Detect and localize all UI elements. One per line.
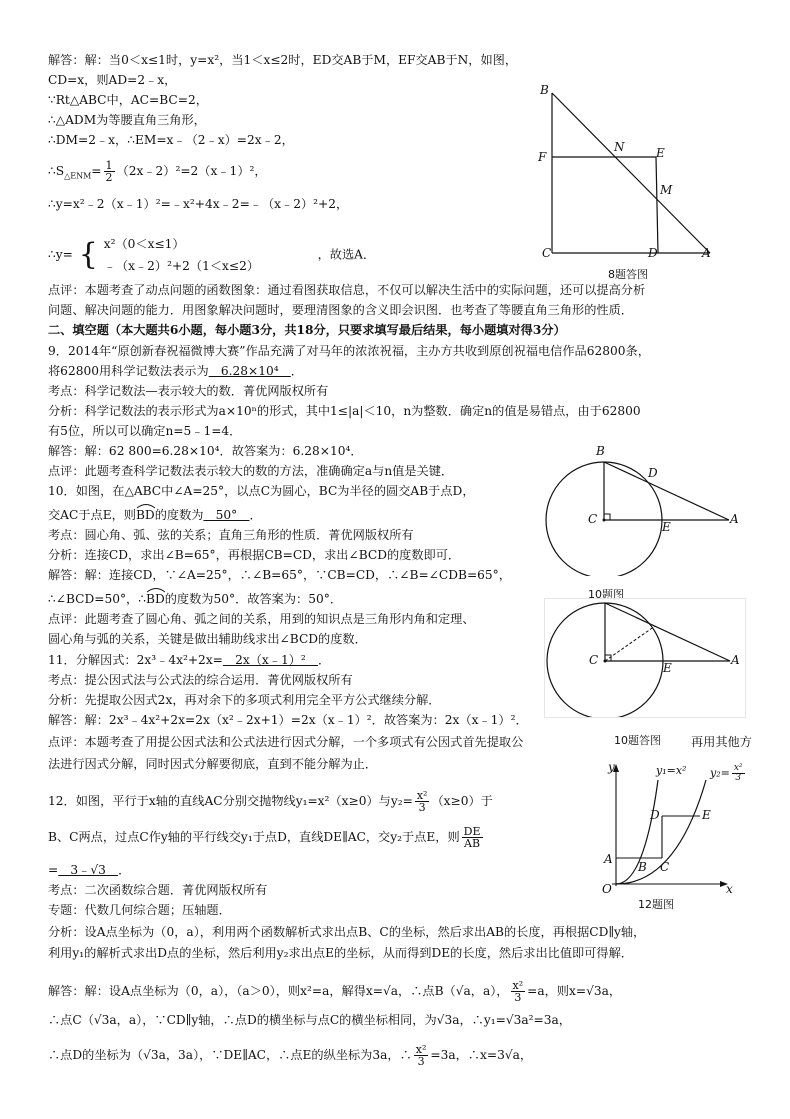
q12-sol-a: 解答：解：设A点坐标为（0，a），（a＞0），则x²=a，解得x=√a，∴点B（√a，a）， [48, 984, 509, 998]
arc-label: BD [135, 508, 155, 522]
label-c: C [589, 653, 599, 667]
label-d: D [648, 246, 658, 260]
q8-comment-line-1: 点评：本题考查了动点问题的函数图象：通过看图获取信息，不仅可以解决生活中的实际问题，还可以提高分析 [48, 283, 646, 297]
label-e: E [663, 661, 672, 675]
q8-answer-line-8 [48, 236, 375, 274]
label-c: C [542, 246, 552, 260]
q11-analysis: 分析：先提取公因式2x，再对余下的多项式利用完全平方公式继续分解． [48, 693, 441, 707]
q12-sol-b: =a，则x=√3a， [527, 984, 622, 998]
q9-solution: 解答：解：62 800=6.28×10⁴．故答案为：6.28×10⁴． [48, 444, 363, 458]
arc-bd-2 [146, 591, 165, 607]
q11-comment-1: 点评：本题考查了用提公因式法和公式法进行因式分解，一个多项式有公因式首先提取公 [48, 735, 524, 749]
q8-answer-line-4: ∴△ADM为等腰直角三角形， [48, 113, 206, 127]
s-prefix: ∴S [48, 164, 65, 178]
q11-comment-1-tail: 再用其他方 [691, 735, 752, 749]
label-b: B [638, 860, 647, 874]
figure-12-caption: 12题图 [638, 898, 674, 911]
label-e: E [702, 808, 711, 822]
fraction-numerator: DE [463, 825, 481, 838]
fraction-numerator: x² [416, 789, 428, 802]
q9-comment: 点评：此题考查科学记数法表示较大的数的方法，准确确定a与n值是关键． [48, 464, 454, 478]
fraction-half [104, 160, 115, 183]
q9-analysis-1: 分析：科学记数法的表示形式为a×10ⁿ的形式，其中1≤|a|＜10，n为整数．确定n的值是易错点，由于62800 [48, 404, 641, 418]
figure-10 [544, 438, 744, 576]
q10-sol-prefix: ∴∠BCD=50°，∴ [48, 592, 147, 606]
figure-10-answer-diagram [545, 599, 745, 717]
q12-zhuanti: 专题：代数几何综合题；压轴题． [48, 903, 231, 917]
fraction-x2-3c [414, 1044, 429, 1067]
piecewise-suffix: ，故选A． [317, 247, 376, 262]
arc-mark-icon [136, 503, 156, 509]
label-e: E [662, 520, 671, 534]
q11-kaodian: 考点：提公因式法与公式法的综合运用．菁优网版权所有 [48, 673, 353, 687]
q12-prompt: 12．如图，平行于x轴的直线AC分别交抛物线y₁=x²（x≥0）与y₂= [48, 794, 413, 808]
q10-line-2 [48, 507, 262, 523]
label-b: B [596, 444, 605, 458]
q10-line-1: 10．如图，在△ABC中∠A=25°，以点C为圆心，BC为半径的圆交AB于点D， [48, 484, 475, 498]
q8-answer-line-2: CD=x，则AD=2﹣x， [48, 73, 177, 87]
s-subscript: △ENM [64, 171, 92, 181]
fraction-y2 [732, 764, 745, 783]
arc-label: BD [146, 592, 165, 606]
q12-solution-1 [48, 980, 621, 1003]
q9-period: ． [290, 364, 303, 378]
q11-answer: 2x（x﹣1）² [222, 653, 318, 667]
fraction-x2-3 [415, 790, 430, 813]
q10-period: ． [249, 508, 262, 522]
arc-bd [136, 507, 155, 523]
q12-answer-line [48, 862, 130, 878]
label-x-axis: x [726, 882, 733, 896]
label-y1: y₁=x² [656, 764, 687, 777]
fraction-denominator: 3 [735, 773, 742, 783]
s-expression: （2x﹣2）²=2（x﹣1）²， [116, 164, 267, 178]
piecewise-prefix: ∴y= [48, 247, 73, 262]
figure-8 [530, 80, 730, 280]
q10-sol-suffix: 的度数为50°．故答案为：50°． [164, 592, 343, 606]
q9-line-1: 9．2014年“原创新春祝福微博大赛”作品充满了对马年的浓浓祝福，主办方共收到原创祝福电信作品62800条， [48, 344, 650, 358]
label-e: E [656, 146, 665, 160]
q10-prompt-2: 的度数为 [154, 508, 204, 522]
fraction-numerator: x² [415, 1043, 427, 1056]
figure-10-answer [544, 598, 746, 718]
fraction-denominator: 2 [105, 171, 113, 184]
q11-prompt: 11．分解因式：2x³﹣4x²+2x= [48, 653, 223, 667]
fraction-numerator: 1 [105, 159, 113, 172]
q12-eq: = [48, 863, 59, 877]
fraction-denominator: 3 [417, 1055, 425, 1068]
fraction-de-ab [462, 826, 483, 849]
piecewise-case-2: ﹣（x﹣2）²+2（1＜x≤2） [103, 259, 260, 273]
label-a: A [604, 852, 613, 866]
label-y-axis: y [608, 760, 615, 774]
q10-solution-2 [48, 591, 342, 607]
q10-comment-2: 圆心角与弧的关系，关键是做出辅助线求出∠BCD的度数． [48, 632, 367, 646]
q11-solution: 解答：解：2x³﹣4x²+2x=2x（x²﹣2x+1）=2x（x﹣1）²．故答案为：2x（x﹣1）²． [48, 713, 528, 727]
label-a: A [731, 653, 740, 667]
label-b: B [540, 83, 549, 97]
q12-sol-d: =3a，∴x=3√a， [430, 1048, 533, 1062]
q12-prompt-3: B、C两点，过点C作y轴的平行线交y₁于点D，直线DE∥AC，交y₂于点E，则 [48, 830, 460, 844]
fraction-denominator: 3 [514, 991, 522, 1004]
q12-analysis-1: 分析：设A点坐标为（0，a），利用两个函数解析式求出点B、C的坐标，然后求出AB的长度，再根据CD∥y轴， [48, 925, 646, 939]
q10-answer: 50° [203, 508, 250, 522]
label-d: D [648, 466, 658, 480]
q12-analysis-2: 利用y₁的解析式求出D点的坐标，然后利用y₂求出点E的坐标，从而得到DE的长度，然后求出比值即可得解． [48, 946, 633, 960]
q10-analysis: 分析：连接CD，求出∠B=65°，再根据CB=CD，求出∠BCD的度数即可． [48, 548, 461, 562]
q10-prompt: 交AC于点E，则 [48, 508, 136, 522]
q9-prompt: 将62800用科学记数法表示为 [48, 364, 209, 378]
fraction-denominator: AB [464, 837, 481, 850]
q12-answer: 3﹣√3 [58, 863, 119, 877]
piecewise-cases [104, 236, 314, 274]
fraction-denominator: 3 [418, 801, 426, 814]
figure-8-diagram [530, 80, 730, 280]
q10-solution-1: 解答：解：连接CD，∵∠A=25°，∴∠B=65°，∵CB=CD，∴∠B=∠CDB=65°， [48, 568, 511, 582]
figure-10-caption: 10题图 [588, 588, 624, 601]
fraction-x2-3b [511, 980, 526, 1003]
figure-10-answer-caption: 10题答图 [614, 734, 661, 747]
q12-prompt-2: （x≥0）于 [431, 794, 493, 808]
section-2-heading: 二、填空题（本大题共6小题，每小题3分，共18分，只要求填写最后结果，每小题填对得3分） [48, 323, 566, 337]
arc-mark-icon [146, 587, 166, 593]
figure-8-caption: 8题答图 [608, 268, 648, 281]
q8-answer-line-7: ∴y=x²﹣2（x﹣1）²=﹣x²+4x﹣2=﹣（x﹣2）²+2， [48, 197, 349, 211]
q8-answer-line-5: ∴DM=2﹣x，∴EM=x﹣（2﹣x）=2x﹣2， [48, 133, 294, 147]
q12-kaodian: 考点：二次函数综合题．菁优网版权所有 [48, 883, 268, 897]
figure-12 [592, 760, 772, 896]
label-o: O [602, 882, 612, 896]
piecewise-case-1: x²（0＜x≤1） [103, 237, 185, 251]
q9-analysis-2: 有5位，所以可以确定n=5﹣1=4． [48, 424, 242, 438]
label-n: N [614, 140, 625, 154]
label-y2-prefix: y₂= [710, 766, 730, 780]
q9-line-2 [48, 363, 303, 379]
eq-sign: = [91, 164, 102, 178]
brace-symbol: { [78, 237, 98, 272]
q11-line-1 [48, 652, 330, 668]
q12-sol-c: ∴点D的坐标为（√3a，3a），∵DE∥AC，∴点E的纵坐标为3a，∴ [48, 1048, 412, 1062]
q8-comment-line-2: 问题、解决问题的能力．用图象解决问题时，要理清图象的含义即会识图．也考查了等腰直角三角形的性质． [48, 303, 633, 317]
q10-comment-1: 点评：此题考查了圆心角、弧之间的关系，用到的知识点是三角形内角和定理、 [48, 612, 475, 626]
label-a: A [702, 246, 711, 260]
label-y2 [710, 764, 747, 783]
label-d: D [650, 808, 660, 822]
q8-answer-line-6 [48, 160, 267, 184]
q9-kaodian: 考点：科学记数法—表示较大的数．菁优网版权所有 [48, 384, 329, 398]
label-a: A [730, 512, 739, 526]
label-m: M [660, 183, 673, 197]
q8-answer-line-3: ∵Rt△ABC中，AC=BC=2， [48, 93, 208, 107]
label-c: C [588, 512, 598, 526]
figure-10-diagram [544, 438, 744, 576]
q11-comment-2: 法进行因式分解，同时因式分解要彻底，直到不能分解为止． [48, 757, 378, 771]
q10-kaodian: 考点：圆心角、弧、弦的关系；直角三角形的性质．菁优网版权所有 [48, 528, 414, 542]
q12-solution-2: ∴点C（√3a，a），∵CD∥y轴，∴点D的横坐标与点C的横坐标相同，为√3a，∴y₁=√3a²=3a， [48, 1013, 571, 1027]
q12-line-1 [48, 790, 493, 813]
label-c: C [660, 860, 670, 874]
label-f: F [538, 150, 547, 164]
q9-answer: 6.28×10⁴ [208, 364, 291, 378]
q12-period: ． [118, 863, 131, 877]
q12-solution-3 [48, 1044, 532, 1067]
fraction-numerator: x² [512, 979, 524, 992]
q8-answer-line-1: 解答：解：当0＜x≤1时，y=x²，当1＜x≤2时，ED交AB于M，EF交AB于N，如图， [48, 53, 518, 67]
q11-period: ． [317, 653, 331, 667]
fraction-numerator: x² [733, 763, 743, 773]
q12-line-2 [48, 826, 485, 849]
